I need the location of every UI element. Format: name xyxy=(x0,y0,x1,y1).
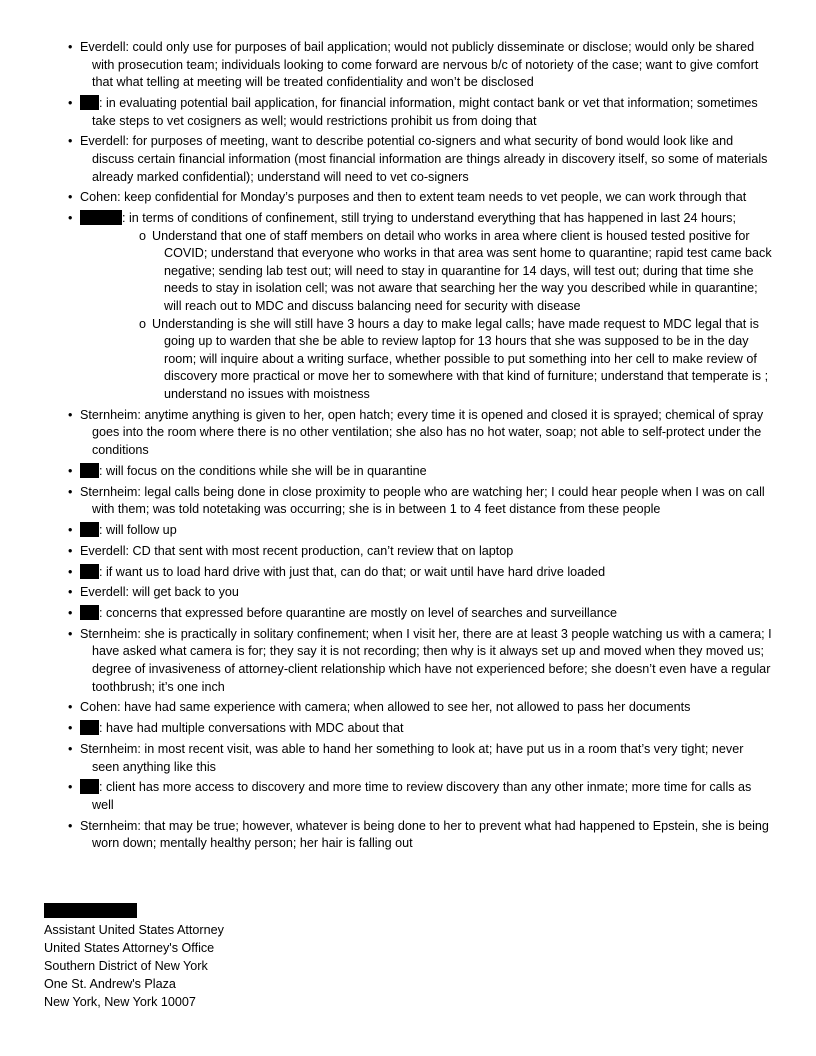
note-text: for purposes of meeting, want to describe potential co-signers and what security of bond would look like and discuss certain financial information (most financial information are things already in discovery itself, so some of materials already marked confidential); understand will need to vet co-signers xyxy=(92,134,768,184)
list-item: • : concerns that expressed before quarantine are mostly on level of searches and surveillance xyxy=(68,605,774,623)
speaker-name: Sternheim xyxy=(80,741,138,756)
redacted-name xyxy=(80,210,122,225)
list-item: • : will follow up xyxy=(68,522,774,540)
redacted-name xyxy=(80,720,99,735)
speaker-name: Sternheim xyxy=(80,626,138,641)
redacted-signatory-name xyxy=(44,903,137,918)
speaker-name: Sternheim xyxy=(80,407,138,422)
list-item: • Cohen: keep confidential for Monday’s purposes and then to extent team needs to vet people, we can work through that xyxy=(68,189,774,207)
note-text: in evaluating potential bail application, for financial information, might contact bank or vet that information; sometimes take steps to vet cosigners as well; would restrictions prohibit us from doing that xyxy=(92,95,758,128)
note-text: could only use for purposes of bail application; would not publicly disseminate or disclose; would only be shared with prosecution team; individuals looking to come forward are nervous b/c of notoriety of the case; want to give comfort that what telling at meeting will be treated confidentiality and won’t be disclosed xyxy=(92,40,759,90)
list-item: • Sternheim: in most recent visit, was able to hand her something to look at; have put us in a room that’s very tight; never seen anything like this xyxy=(68,741,774,776)
redacted-name xyxy=(80,463,99,478)
list-item: • Sternheim: anytime anything is given to her, open hatch; every time it is opened and closed it is sprayed; chemical of spray goes into the room where there is no other ventilation; she also has no hot water, soap; not able to self-protect under the conditions xyxy=(68,407,774,460)
note-text: have had same experience with camera; when allowed to see her, not allowed to pass her documents xyxy=(124,700,691,715)
note-text: in most recent visit, was able to hand her something to look at; have put us in a room that’s very tight; never seen anything like this xyxy=(92,741,744,774)
sub-notes-list xyxy=(92,228,774,404)
office-name: United States Attorney's Office xyxy=(44,941,215,955)
list-item: • : in terms of conditions of confinement, still trying to understand everything that has happened in last 24 hours; o Understand that one of staff members on detail who works in area where client is housed tested positive for COVID; understand that everyone who works in that area was sent home to quarantine; rapid test came back negative; sending lab test out; will need to stay in quarantine for 14 days, will test out; during that time she needs to stay in isolation cell; was not aware that searching her the way you described while in quarantine; will reach out to MDC and discuss balancing need for security with disease o Understanding is she will still have 3 hours a day to make legal calls; have made request to MDC legal that is going up to warden that she be able to review laptop for 13 hours that she was supposed to be in the day room; will inquire about a writing surface, whether possible to put something into her cell to make review of discovery more practical or move her to somewhere with that kind of furniture; understand that temperate is ; understand no issues with moistness xyxy=(68,210,774,404)
redacted-name xyxy=(80,522,99,537)
district-name: Southern District of New York xyxy=(44,959,208,973)
sub-list-item: o Understand that one of staff members on detail who works in area where client is housed tested positive for COVID; understand that everyone who works in that area was sent home to quarantine; rapid test came back negative; sending lab test out; will need to stay in quarantine for 14 days, will test out; during that time she needs to stay in isolation cell; was not aware that searching her the way you described while in quarantine; will reach out to MDC and discuss balancing need for security with disease xyxy=(92,228,774,316)
city-address: New York, New York 10007 xyxy=(44,995,196,1009)
note-text: she is practically in solitary confinement; when I visit her, there are at least 3 people watching us with a camera; I have asked what camera is for; they say it is not recording; then why is it always set up and moved when they moved us; degree of invasiveness of attorney-client relationship which have not experienced before; she doesn’t even have a regular toothbrush; it’s one inch xyxy=(92,626,772,694)
signatory-title: Assistant United States Attorney xyxy=(44,923,224,937)
list-item: • Sternheim: legal calls being done in close proximity to people who are watching her; I could hear people when I was on call with them; was told notetaking was occurring; she is in between 1 to 4 feet distance from these people xyxy=(68,484,774,519)
note-text: legal calls being done in close proximity to people who are watching her; I could hear people when I was on call with them; was told notetaking was occurring; she is in between 1 to 4 feet distance from these people xyxy=(92,484,765,517)
speaker-name: Everdell xyxy=(80,134,126,149)
note-text: concerns that expressed before quarantine are mostly on level of searches and surveillance xyxy=(106,606,618,621)
list-item: • : have had multiple conversations with MDC about that xyxy=(68,720,774,738)
sub-list-item: o Understanding is she will still have 3 hours a day to make legal calls; have made request to MDC legal that is going up to warden that she be able to review laptop for 13 hours that she was supposed to be in the day room; will inquire about a writing surface, whether possible to put something into her cell to make review of discovery more practical or move her to somewhere with that kind of furniture; understand that temperate is ; understand no issues with moistness xyxy=(92,316,774,404)
list-item: • : if want us to load hard drive with just that, can do that; or wait until have hard drive loaded xyxy=(68,564,774,582)
street-address: One St. Andrew's Plaza xyxy=(44,977,176,991)
speaker-name: Everdell xyxy=(80,543,126,558)
list-item: • : in evaluating potential bail application, for financial information, might contact bank or vet that information; sometimes take steps to vet cosigners as well; would restrictions prohibit us from doing that xyxy=(68,95,774,130)
speaker-name: Everdell xyxy=(80,585,126,600)
list-item: • : client has more access to discovery and more time to review discovery than any other inmate; more time for calls as well xyxy=(68,779,774,814)
redacted-name xyxy=(80,95,99,110)
meeting-notes-list xyxy=(68,39,774,856)
note-text: anytime anything is given to her, open hatch; every time it is opened and closed it is sprayed; chemical of spray goes into the room where there is no other ventilation; she also has no hot water, soap; not able to self-protect under the conditions xyxy=(92,407,764,457)
note-text: will follow up xyxy=(106,522,177,537)
note-text: that may be true; however, whatever is being done to her to prevent what had happened to Epstein, she is being worn down; mentally healthy person; her hair is falling out xyxy=(92,818,769,851)
redacted-name xyxy=(80,779,99,794)
signature-block xyxy=(44,903,224,1011)
speaker-name: Cohen xyxy=(80,190,118,205)
speaker-name: Sternheim xyxy=(80,484,138,499)
redacted-name xyxy=(80,605,99,620)
note-text: in terms of conditions of confinement, still trying to understand everything that has happened in last 24 hours; xyxy=(129,211,736,226)
list-item: • : will focus on the conditions while she will be in quarantine xyxy=(68,463,774,481)
list-item: • Everdell: CD that sent with most recent production, can’t review that on laptop xyxy=(68,543,774,561)
speaker-name: Everdell xyxy=(80,40,126,54)
redacted-name xyxy=(80,564,99,579)
list-item: • Everdell: could only use for purposes of bail application; would not publicly disseminate or disclose; would only be shared with prosecution team; individuals looking to come forward are nervous b/c of notoriety of the case; want to give comfort that what telling at meeting will be treated confidentiality and won’t be disclosed xyxy=(68,39,774,92)
list-item: • Cohen: have had same experience with camera; when allowed to see her, not allowed to pass her documents xyxy=(68,699,774,717)
note-text: CD that sent with most recent production, can’t review that on laptop xyxy=(132,543,514,558)
list-item: • Sternheim: she is practically in solitary confinement; when I visit her, there are at least 3 people watching us with a camera; I have asked what camera is for; they say it is not recording; then why is it always set up and moved when they moved us; degree of invasiveness of attorney-client relationship which have not experienced before; she doesn’t even have a regular toothbrush; it’s one inch xyxy=(68,626,774,696)
note-text: keep confidential for Monday’s purposes and then to extent team needs to vet people, we can work through that xyxy=(124,190,747,205)
speaker-name: Cohen xyxy=(80,700,118,715)
note-text: client has more access to discovery and more time to review discovery than any other inmate; more time for calls as well xyxy=(92,780,752,812)
note-text: have had multiple conversations with MDC about that xyxy=(106,721,404,736)
list-item: • Everdell: for purposes of meeting, want to describe potential co-signers and what security of bond would look like and discuss certain financial information (most financial information are things already in discovery itself, so some of materials already marked confidential); understand will need to vet co-signers xyxy=(68,133,774,186)
note-text: if want us to load hard drive with just that, can do that; or wait until have hard drive loaded xyxy=(106,564,606,579)
note-text: will get back to you xyxy=(132,585,239,600)
note-text: will focus on the conditions while she will be in quarantine xyxy=(106,463,427,478)
list-item: • Sternheim: that may be true; however, whatever is being done to her to prevent what had happened to Epstein, she is being worn down; mentally healthy person; her hair is falling out xyxy=(68,818,774,853)
list-item: • Everdell: will get back to you xyxy=(68,584,774,602)
speaker-name: Sternheim xyxy=(80,818,138,833)
